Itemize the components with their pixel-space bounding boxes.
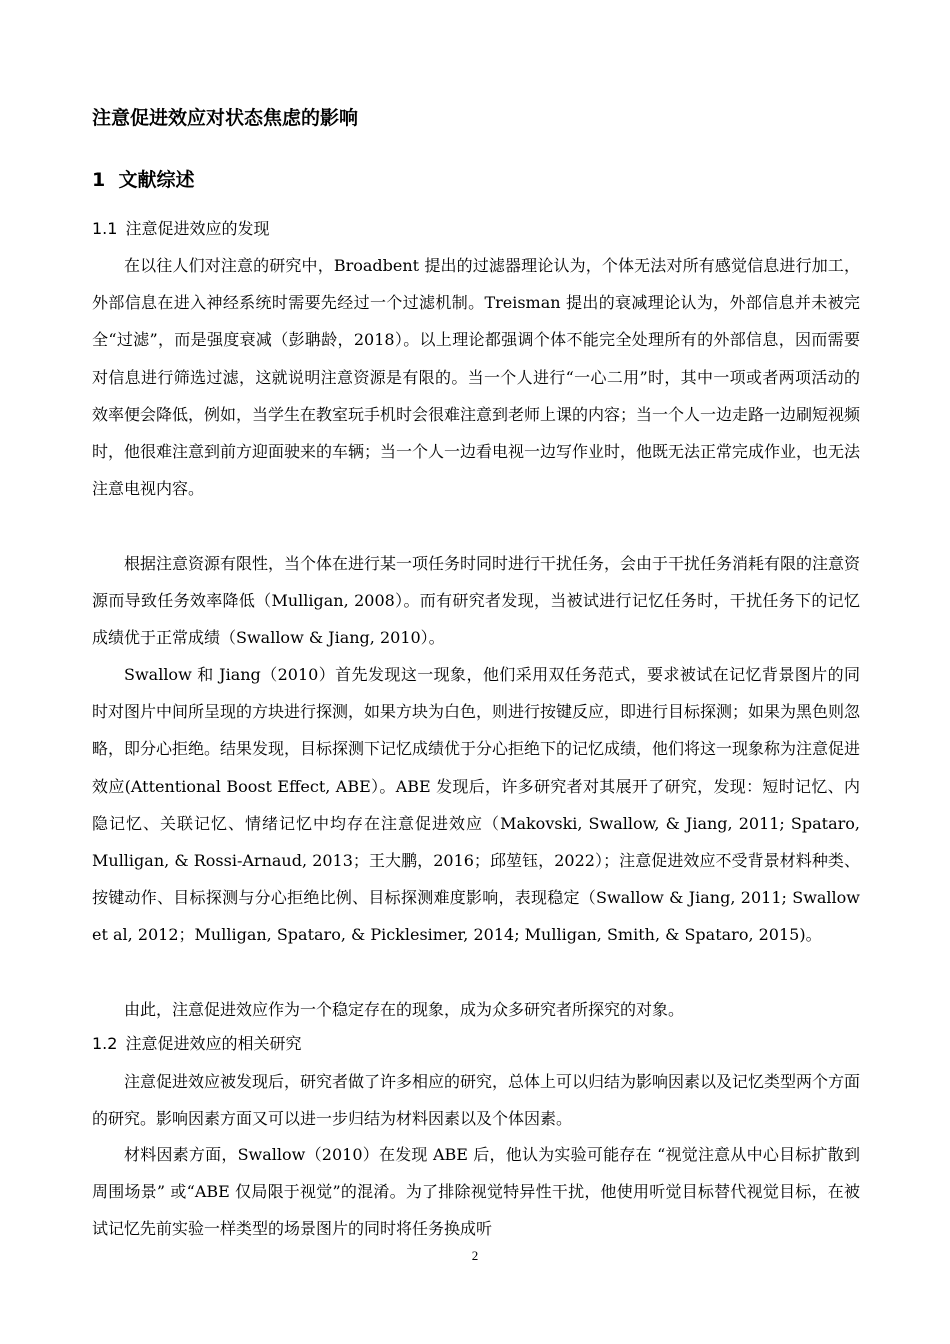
subsection-number: 1.1 (92, 219, 118, 238)
paragraph-3: Swallow 和 Jiang（2010）首先发现这一现象，他们采用双任务范式，要求被试在记忆背景图片的同时对图片中间所呈现的方块进行探测，如果方块为白色，则进行按键反应，即进行目标探测；如果为黑色则忽略，即分心拒绝。结果发现，目标探测下记忆成绩优于分心拒绝下的记忆成绩，他们将这一现象称为注意促进效应(Attentional Boost Effect, ABE）。ABE 发现后，许多研究者对其展开了研究，发现：短时记忆、内隐记忆、关联记忆、情绪记忆中均存在注意促进效应（Makovski, Swallow, & Jiang, 2011; Spataro, Mulligan, & Rossi-Arnaud, 2013；王大鹏，2016；邱堃钰，2022）；注意促进效应不受背景材料种类、按键动作、目标探测与分心拒绝比例、目标探测难度影响，表现稳定（Swallow & Jiang, 2011; Swallow et al, 2012；Mulligan, Spataro, & Picklesimer, 2014; Mulligan, Smith, & Spataro, 2015)。 (92, 665, 861, 945)
section-number: 1 (92, 169, 106, 191)
paragraph-5: 注意促进效应被发现后，研究者做了许多相应的研究，总体上可以归结为影响因素以及记忆类型两个方面的研究。影响因素方面又可以进一步归结为材料因素以及个体因素。 (92, 1072, 861, 1129)
paragraph-6: 材料因素方面，Swallow（2010）在发现 ABE 后，他认为实验可能存在 “视觉注意从中心目标扩散到周围场景” 或“ABE 仅局限于视觉”的混淆。为了排除视觉特异性干扰，他使用听觉目标替代视觉目标，在被试记忆先前实验一样类型的场景图片的同时将任务换成听 (92, 1145, 860, 1239)
subsection-heading-1-1 (92, 218, 269, 240)
paragraph-1: 在以往人们对注意的研究中，Broadbent 提出的过滤器理论认为，个体无法对所有感觉信息进行加工，外部信息在进入神经系统时需要先经过一个过滤机制。Treisman 提出的衰减理论认为，外部信息并未被完全“过滤”，而是强度衰减（彭聃龄，2018）。以上理论都强调个体不能完全处理所有的外部信息，因而需要对信息进行筛选过滤，这就说明注意资源是有限的。当一个人进行“一心二用”时，其中一项或者两项活动的效率便会降低，例如，当学生在教室玩手机时会很难注意到老师上课的内容；当一个人一边走路一边刷短视频时，他很难注意到前方迎面驶来的车辆；当一个人一边看电视一边写作业时，他既无法正常完成作业，也无法注意电视内容。 (92, 256, 861, 499)
document-title: 注意促进效应对状态焦虑的影响 (92, 107, 359, 129)
section-heading-1 (92, 166, 194, 194)
subsection-label: 注意促进效应的发现 (125, 219, 270, 238)
subsection-label: 注意促进效应的相关研究 (125, 1034, 302, 1053)
page-number: 2 (471, 1248, 479, 1263)
subsection-heading-1-2 (92, 1033, 301, 1055)
paragraph-4: 由此，注意促进效应作为一个稳定存在的现象，成为众多研究者所探究的对象。 (124, 1000, 685, 1019)
section-label: 文献综述 (118, 169, 195, 191)
subsection-number: 1.2 (92, 1034, 118, 1053)
paragraph-2: 根据注意资源有限性，当个体在进行某一项任务时同时进行干扰任务，会由于干扰任务消耗有限的注意资源而导致任务效率降低（Mulligan, 2008）。而有研究者发现，当被试进行记忆任务时，干扰任务下的记忆成绩优于正常成绩（Swallow & Jiang, 2010）。 (92, 554, 861, 648)
